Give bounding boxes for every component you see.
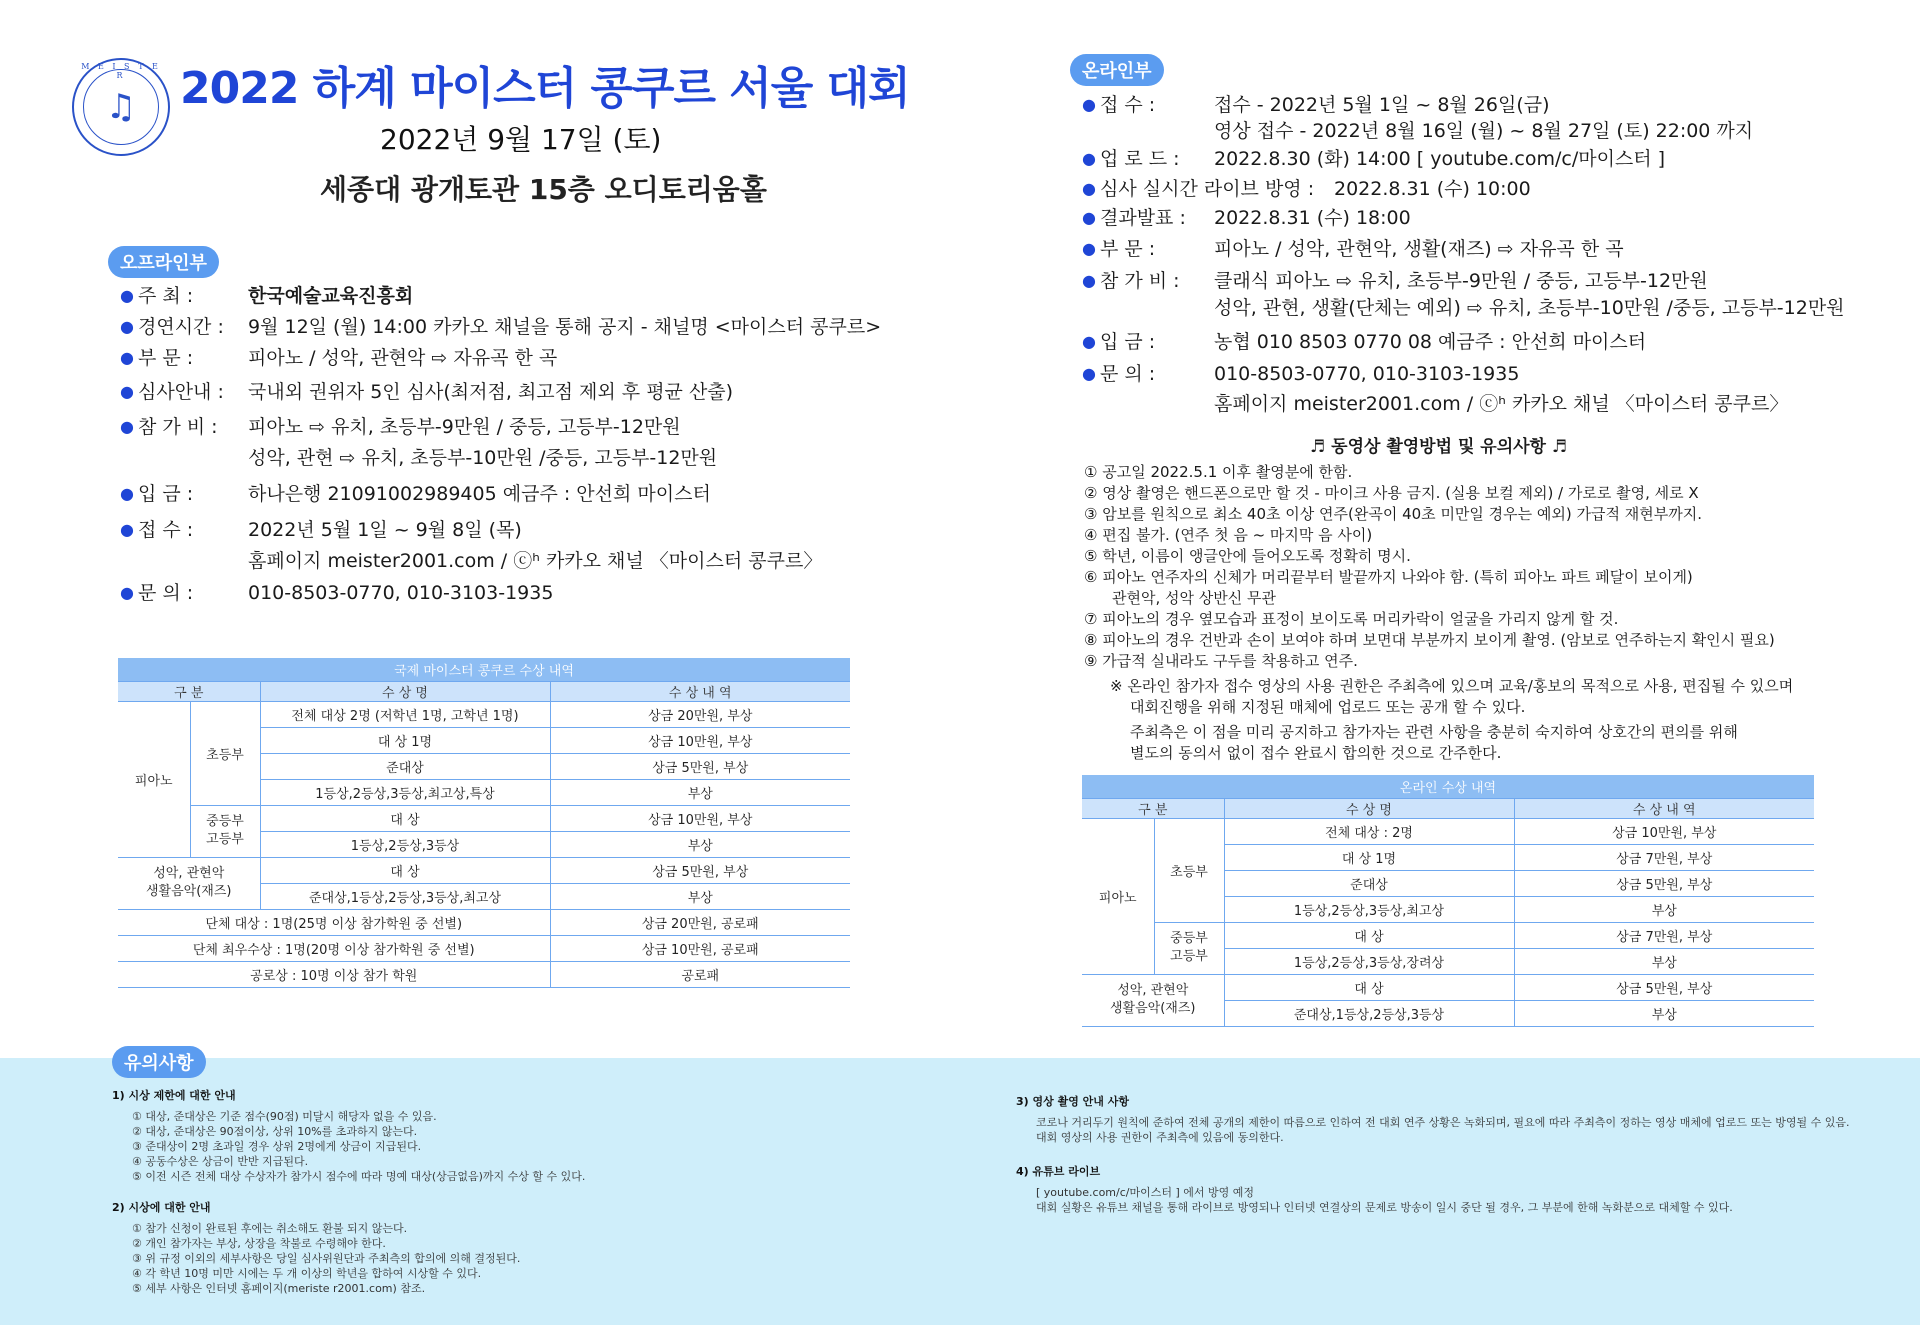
- award-prize: 부상: [550, 779, 850, 805]
- bullet-icon: ●: [120, 520, 134, 539]
- bullet-icon: ●: [120, 417, 134, 436]
- bullet-icon: ●: [1082, 179, 1096, 198]
- award-name: 대 상 1명: [1224, 844, 1514, 870]
- award-prize: 상금 5만원, 부상: [1514, 870, 1814, 896]
- footer-item: 대회 영상의 사용 권한이 주최측에 있음에 동의한다.: [1036, 1131, 1284, 1144]
- footer-item: [ youtube.com/c/마이스터 ] 에서 방영 예정: [1036, 1186, 1255, 1199]
- award-name: 대 상: [260, 857, 550, 883]
- row-label: 문 의 :: [1100, 363, 1156, 385]
- award-prize: 상금 20만원, 공로패: [550, 909, 850, 935]
- col-header-category: 구 분: [118, 681, 260, 701]
- footer-item: ③ 준대상이 2명 초과일 경우 상위 2명에게 상금이 지급된다.: [132, 1140, 422, 1153]
- award-prize: 상금 10만원, 공로패: [550, 935, 850, 961]
- award-prize: 상금 10만원, 부상: [550, 727, 850, 753]
- row-label: 부 문 :: [1100, 238, 1156, 260]
- footer-item: ③ 위 규정 이외의 세부사항은 당일 심사위원단과 주최측의 합의에 의해 결정된다.: [132, 1252, 521, 1265]
- award-prize: 부상: [1514, 1000, 1814, 1026]
- award-prize: 부상: [550, 831, 850, 857]
- cat-vocal: 성악, 관현악 생활음악(재즈): [118, 857, 260, 909]
- bullet-icon: ●: [1082, 95, 1096, 114]
- offline-row-deposit: [120, 481, 881, 517]
- award-name: 전체 대상 2명 (저학년 1명, 고학년 1명): [260, 701, 550, 727]
- music-note-icon: ♫: [83, 69, 159, 145]
- award-prize: 부상: [1514, 948, 1814, 974]
- col-header-category: 구 분: [1082, 798, 1224, 818]
- video-notes-list: [1084, 462, 1793, 764]
- row-value: 접수 - 2022년 5월 1일 ~ 8월 26일(금): [1214, 94, 1550, 116]
- page-title: 2022 하계 마이스터 콩쿠르 서울 대회: [180, 63, 910, 114]
- table-row: [118, 909, 850, 935]
- bullet-icon: ●: [1082, 208, 1096, 227]
- award-prize: 상금 5만원, 부상: [550, 753, 850, 779]
- note-remark: 별도의 동의서 없이 접수 완료시 합의한 것으로 간주한다.: [1130, 744, 1502, 762]
- award-name: 대 상: [1224, 922, 1514, 948]
- bullet-icon: ●: [120, 484, 134, 503]
- offline-row-category: [120, 345, 881, 379]
- note-item: ③ 암보를 원칙으로 최소 40초 이상 연주(완곡이 40초 미만일 경우는 예외) 가급적 재현부까지.: [1084, 505, 1702, 523]
- award-name: 준대상,1등상,2등상,3등상,최고상: [260, 883, 550, 909]
- footer-item: ① 대상, 준대상은 기준 점수(90점) 미달시 해당자 없을 수 있음.: [132, 1110, 437, 1123]
- bullet-icon: ●: [1082, 149, 1096, 168]
- event-date: 2022년 9월 17일 (토): [380, 123, 662, 156]
- cat-vocal: 성악, 관현악 생활음악(재즈): [1082, 974, 1224, 1026]
- online-row-deposit: [1082, 329, 1845, 361]
- footer-item: 코로나 거리두기 원칙에 준하여 전체 공개의 제한이 따름으로 인하여 전 대회 연주 상황은 녹화되며, 필요에 따라 주최측이 정하는 영상 매체에 업로드 또는 방영될 수 있음.: [1036, 1116, 1850, 1129]
- cat-middle-high: 중등부 고등부: [1154, 922, 1224, 974]
- award-name: 대 상: [260, 805, 550, 831]
- footer-item: ⑤ 이전 시즌 전체 대상 수상자가 참가시 점수에 따라 명예 대상(상금없음)까지 수상 할 수 있다.: [132, 1170, 586, 1183]
- row-label: 문 의 :: [138, 582, 194, 604]
- online-row-live: [1082, 176, 1845, 205]
- table-row: [118, 961, 850, 987]
- online-fee-line2: 성악, 관현, 생활(단체는 예외) ⇨ 유치, 초등부-10만원 /중등, 고등부-12만원: [1214, 297, 1845, 319]
- online-info: [1082, 92, 1845, 417]
- offline-apply-line2: 홈페이지 meister2001.com / ⓒʰ 카카오 채널 〈마이스터 콩쿠르〉: [248, 550, 823, 572]
- note-item: ⑨ 가급적 실내라도 구두를 착용하고 연주.: [1084, 652, 1358, 670]
- bullet-icon: ●: [120, 348, 134, 367]
- table-caption: 온라인 수상 내역: [1082, 775, 1814, 798]
- col-header-award: 수 상 명: [1224, 798, 1514, 818]
- offline-row-fee: [120, 414, 881, 445]
- cat-middle-high: 중등부 고등부: [190, 805, 260, 857]
- award-name: 전체 대상 : 2명: [1224, 818, 1514, 844]
- award-name: 준대상: [1224, 870, 1514, 896]
- note-item: ② 영상 촬영은 핸드폰으로만 할 것 - 마이크 사용 금지. (실용 보컬 제외) / 가로로 촬영, 세로 X: [1084, 484, 1699, 502]
- award-name: 1등상,2등상,3등상,최고상: [1224, 896, 1514, 922]
- row-value: 9월 12일 (월) 14:00 카카오 채널을 통해 공지 - 채널명 <마이스터 콩쿠르>: [248, 316, 882, 338]
- award-prize: 상금 10만원, 부상: [550, 805, 850, 831]
- table-row: [1082, 974, 1814, 1000]
- footer-section-4: [1016, 1164, 1733, 1215]
- row-label: 경연시간 :: [138, 316, 224, 338]
- award-name: 1등상,2등상,3등상: [260, 831, 550, 857]
- footer-section-2: [112, 1200, 520, 1296]
- cat-elementary: 초등부: [1154, 818, 1224, 922]
- row-value: 한국예술교육진흥회: [248, 285, 414, 307]
- footer-section-title: 3) 영상 촬영 안내 사항: [1016, 1095, 1130, 1108]
- table-row: [1082, 818, 1814, 844]
- bullet-icon: ●: [1082, 332, 1096, 351]
- row-label: 주 최 :: [138, 285, 194, 307]
- row-value: 2022년 5월 1일 ~ 9월 8일 (목): [248, 519, 522, 541]
- online-prize-table: [1082, 775, 1814, 1027]
- offline-row-contact: [120, 580, 881, 611]
- offline-fee-line2: 성악, 관현 ⇨ 유치, 초등부-10만원 /중등, 고등부-12만원: [248, 447, 718, 469]
- offline-section-label: 오프라인부: [108, 246, 219, 278]
- award-name: 1등상,2등상,3등상,최고상,특상: [260, 779, 550, 805]
- table-row: [1082, 922, 1814, 948]
- note-item: ④ 편집 불가. (연주 첫 음 ~ 마지막 음 사이): [1084, 526, 1373, 544]
- award-prize: 상금 5만원, 부상: [550, 857, 850, 883]
- row-label: 접 수 :: [138, 519, 194, 541]
- table-row: [118, 935, 850, 961]
- footer-item: ② 개인 참가자는 부상, 상장을 착불로 수령해야 한다.: [132, 1237, 386, 1250]
- row-label: 참 가 비 :: [138, 416, 218, 438]
- award-prize: 상금 10만원, 부상: [1514, 818, 1814, 844]
- award-name: 준대상: [260, 753, 550, 779]
- row-label: 심사 실시간 라이브 방영 :: [1100, 178, 1315, 200]
- row-value: 피아노 / 성악, 관현악, 생활(재즈) ⇨ 자유곡 한 곡: [1214, 238, 1624, 260]
- row-value: 2022.8.31 (수) 18:00: [1214, 207, 1411, 229]
- row-label: 업 로 드 :: [1100, 148, 1180, 170]
- bullet-icon: ●: [1082, 364, 1096, 383]
- note-remark: 주최측은 이 점을 미리 공지하고 참가자는 관련 사항을 충분히 숙지하여 상호간의 편의를 위해: [1130, 723, 1738, 741]
- online-row-fee: [1082, 268, 1845, 295]
- row-value: 2022.8.30 (화) 14:00 [ youtube.com/c/마이스터 ]: [1214, 148, 1666, 170]
- note-item: ⑤ 학년, 이름이 앵글안에 들어오도록 정확히 명시.: [1084, 547, 1411, 565]
- award-prize: 상금 7만원, 부상: [1514, 922, 1814, 948]
- footer-section-title: 4) 유튜브 라이브: [1016, 1165, 1101, 1178]
- award-prize: 상금 5만원, 부상: [1514, 974, 1814, 1000]
- online-row-upload: [1082, 146, 1845, 176]
- bullet-icon: ●: [120, 382, 134, 401]
- row-label: 접 수 :: [1100, 94, 1156, 116]
- award-name: 공로상 : 10명 이상 참가 학원: [118, 961, 550, 987]
- footer-item: ④ 공동수상은 상금이 반반 지급된다.: [132, 1155, 309, 1168]
- note-item: ⑥ 피아노 연주자의 신체가 머리끝부터 발끝까지 나와야 함. (특히 피아노 파트 페달이 보이게): [1084, 568, 1693, 586]
- footer-item: ⑤ 세부 사항은 인터넷 홈페이지(meriste r2001.com) 참조.: [132, 1282, 426, 1295]
- row-label: 심사안내 :: [138, 381, 224, 403]
- award-prize: 부상: [1514, 896, 1814, 922]
- footer-item: ② 대상, 준대상은 90점이상, 상위 10%를 초과하지 않는다.: [132, 1125, 418, 1138]
- footer-section-title: 2) 시상에 대한 안내: [112, 1201, 211, 1214]
- bullet-icon: ●: [1082, 239, 1096, 258]
- footer-item: ④ 각 학년 10명 미만 시에는 두 개 이상의 학년을 합하여 시상할 수 있다.: [132, 1267, 482, 1280]
- offline-row-judging: [120, 379, 881, 414]
- table-row: [118, 701, 850, 727]
- row-value: 010-8503-0770, 010-3103-1935: [1214, 363, 1520, 385]
- online-row-category: [1082, 236, 1845, 268]
- online-row-apply: [1082, 92, 1845, 118]
- note-item: ① 공고일 2022.5.1 이후 촬영분에 한함.: [1084, 463, 1353, 481]
- award-name: 1등상,2등상,3등상,장려상: [1224, 948, 1514, 974]
- offline-row-apply: [120, 517, 881, 548]
- award-prize: 공로패: [550, 961, 850, 987]
- bullet-icon: ●: [1082, 271, 1096, 290]
- online-row-result: [1082, 205, 1845, 236]
- award-prize: 상금 20만원, 부상: [550, 701, 850, 727]
- row-value: 하나은행 21091002989405 예금주 : 안선희 마이스터: [248, 483, 711, 505]
- row-value: 클래식 피아노 ⇨ 유치, 초등부-9만원 / 중등, 고등부-12만원: [1214, 270, 1708, 292]
- event-venue: 세종대 광개토관 15층 오디토리움홀: [320, 173, 767, 206]
- cat-piano: 피아노: [118, 701, 190, 857]
- footer-section-title: 1) 시상 제한에 대한 안내: [112, 1089, 236, 1102]
- row-label: 입 금 :: [138, 483, 194, 505]
- footer-item: ① 참가 신청이 완료된 후에는 취소해도 환불 되지 않는다.: [132, 1222, 408, 1235]
- footer-section-label: 유의사항: [112, 1046, 206, 1078]
- note-remark: 대회진행을 위해 지정된 매체에 업로드 또는 공개 할 수 있다.: [1130, 698, 1526, 716]
- row-value: 농협 010 8503 0770 08 예금주 : 안선희 마이스터: [1214, 331, 1647, 353]
- row-value: 피아노 ⇨ 유치, 초등부-9만원 / 중등, 고등부-12만원: [248, 416, 681, 438]
- footer-item: 대회 실황은 유튜브 채널을 통해 라이브로 방영되나 인터넷 연결상의 문제로 방송이 일시 중단 될 경우, 그 부분에 한해 녹화분으로 대체할 수 있다.: [1036, 1201, 1733, 1214]
- offline-row-time: [120, 314, 881, 345]
- online-apply-line2: 영상 접수 - 2022년 8월 16일 (월) ~ 8월 27일 (토) 22:00 까지: [1214, 120, 1754, 142]
- row-label: 결과발표 :: [1100, 207, 1186, 229]
- award-name: 대 상 1명: [260, 727, 550, 753]
- award-name: 대 상: [1224, 974, 1514, 1000]
- row-label: 참 가 비 :: [1100, 270, 1180, 292]
- row-value: 010-8503-0770, 010-3103-1935: [248, 582, 554, 604]
- footer-section-3: [1016, 1094, 1849, 1145]
- row-label: 입 금 :: [1100, 331, 1156, 353]
- online-contact-line2: 홈페이지 meister2001.com / ⓒʰ 카카오 채널 〈마이스터 콩쿠르〉: [1214, 393, 1789, 415]
- offline-info: [120, 283, 881, 611]
- col-header-award: 수 상 명: [260, 681, 550, 701]
- online-row-contact: [1082, 361, 1845, 391]
- footer-section-1: [112, 1088, 585, 1184]
- award-prize: 상금 7만원, 부상: [1514, 844, 1814, 870]
- note-item: ⑧ 피아노의 경우 건반과 손이 보여야 하며 보면대 부분까지 보이게 촬영. (암보로 연주하는지 확인시 필요): [1084, 631, 1775, 649]
- table-row: [118, 857, 850, 883]
- row-label: 부 문 :: [138, 347, 194, 369]
- note-item: ⑦ 피아노의 경우 옆모습과 표정이 보이도록 머리카락이 얼굴을 가리지 않게 할 것.: [1084, 610, 1619, 628]
- bullet-icon: ●: [120, 317, 134, 336]
- note-item-cont: 관현악, 성악 상반신 무관: [1112, 589, 1276, 607]
- cat-piano: 피아노: [1082, 818, 1154, 974]
- row-value: 국내외 권위자 5인 심사(최저점, 최고점 제외 후 평균 산출): [248, 381, 734, 403]
- offline-row-host: [120, 283, 881, 314]
- offline-prize-table: [118, 658, 850, 988]
- row-value: 2022.8.31 (수) 10:00: [1334, 178, 1531, 200]
- col-header-prize: 수 상 내 역: [1514, 798, 1814, 818]
- logo-ring-text: M E I S T E R: [81, 62, 161, 80]
- bullet-icon: ●: [120, 583, 134, 602]
- col-header-prize: 수 상 내 역: [550, 681, 850, 701]
- note-remark: ※ 온라인 참가자 접수 영상의 사용 권한은 주최측에 있으며 교육/홍보의 목적으로 사용, 편집될 수 있으며: [1110, 677, 1794, 695]
- table-row: [118, 805, 850, 831]
- cat-elementary: 초등부: [190, 701, 260, 805]
- online-section-label: 온라인부: [1070, 54, 1164, 86]
- award-name: 단체 대상 : 1명(25명 이상 참가학원 중 선별): [118, 909, 550, 935]
- award-name: 준대상,1등상,2등상,3등상: [1224, 1000, 1514, 1026]
- meister-logo: [72, 58, 170, 156]
- bullet-icon: ●: [120, 286, 134, 305]
- video-notes-title: ♬ 동영상 촬영방법 및 유의사항 ♬: [1310, 437, 1568, 457]
- notice-footer: [0, 1053, 1920, 1325]
- award-prize: 부상: [550, 883, 850, 909]
- table-caption: 국제 마이스터 콩쿠르 수상 내역: [118, 658, 850, 681]
- award-name: 단체 최우수상 : 1명(20명 이상 참가학원 중 선별): [118, 935, 550, 961]
- row-value: 피아노 / 성악, 관현악 ⇨ 자유곡 한 곡: [248, 347, 558, 369]
